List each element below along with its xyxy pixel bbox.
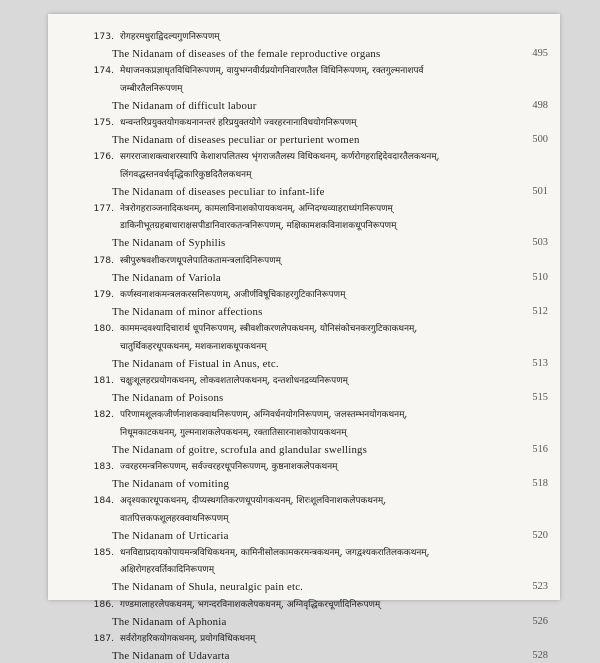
toc-entry-english-line [48, 649, 560, 663]
sanskrit-title: धनविद्याप्रदायकोपायमन्त्रविधिकथनम्, कामिनीसोलकामकरमन्त्रकथनम्, जगद्वश्यकरातिलककथनम्, [120, 548, 430, 558]
toc-entry-sanskrit-line [48, 30, 560, 44]
entry-number: 182. [93, 409, 114, 421]
sanskrit-title-continuation: जम्बीरतैलनिरूपणम् [120, 83, 183, 94]
toc-entry-sanskrit-continuation [48, 563, 560, 577]
entry-number: 187. [93, 633, 114, 644]
page-number: 513 [532, 357, 548, 369]
toc-entry-english-line [48, 185, 560, 199]
page-number: 498 [532, 99, 548, 111]
page-number: 516 [532, 443, 548, 455]
entry-number: 178. [93, 254, 114, 266]
entry-number: 179. [93, 289, 114, 300]
entry-number: 173. [93, 31, 114, 42]
page-number: 518 [532, 478, 548, 490]
english-title: The Nidanam of Udavarta [112, 650, 230, 663]
sanskrit-title: काममन्दवश्यादिचारार्थ धूपनिरूपणम्, स्त्रीवशीकरणलेपकथनम्, योनिसंकोचनकरगुटिकाकथनम्, [120, 324, 418, 335]
toc-entry-english-line [48, 443, 560, 457]
toc-entry-sanskrit-continuation [48, 426, 560, 440]
page-number: 500 [532, 134, 548, 146]
entry-number: 176. [93, 151, 114, 163]
toc-entry-english-line [48, 305, 560, 319]
english-title: The Nidanam of Variola [112, 271, 221, 284]
entry-number: 183. [93, 461, 114, 472]
sanskrit-title: ज्वरहरमन्त्रनिरूपणम्, सर्वज्वरहरधूपनिरूपणम्, कुष्ठनाशकलेपकथनम् [120, 462, 338, 472]
toc-entry-english-line [48, 391, 560, 405]
english-title: The Nidanam of goitre, scrofula and glandular swellings [112, 443, 368, 456]
sanskrit-title: सर्वरोगहरिकयोगकथनम्, प्रयोगविधिकथनम् [120, 634, 256, 644]
sanskrit-title-continuation: अक्षिरोगहरवर्तिकादिनिरूपणम् [120, 565, 215, 576]
toc-entry-sanskrit-line [48, 288, 560, 302]
page-number: 520 [532, 529, 548, 541]
toc-entry-english-line [48, 47, 560, 61]
english-title: The Nidanam of Urticaria [112, 529, 229, 542]
sanskrit-title-continuation: चातुर्थिकहरधूपकथनम्, मशकनाशकधूपकथनम् [120, 341, 267, 352]
sanskrit-title: सगरराजाशक्त्वाशरस्यापि केशाशपलितस्य भृंगराजतैलस्य विधिकथनम्, कर्णरोगहराद्दिदेवदारतैलकथनम्, [120, 152, 440, 163]
entry-number: 186. [93, 598, 114, 610]
english-title: The Nidanam of diseases peculiar to infant-life [112, 185, 325, 198]
page-number: 503 [532, 237, 548, 249]
sanskrit-title: नेत्ररोगहराञ्जनादिकथनम्, कामलाविनाशकोपायकथनम्, अग्निदग्धव्याहराध्यंगनिरूपणम् [120, 204, 393, 214]
toc-entry-english-line [48, 357, 560, 371]
page-number: 495 [532, 48, 548, 60]
sanskrit-title: रोगहरमधुराद्विदल्यगुणनिरूपणम् [120, 32, 220, 42]
toc-entry-sanskrit-continuation [48, 340, 560, 354]
sanskrit-title: चक्षुःशूलहरप्रयोगकथनम्, लोकवशतालेपकथनम्, दन्तशोधनद्रव्यनिरूपणम् [120, 376, 348, 386]
sanskrit-title: गण्डमालाहरलेपकथनम्, भगन्दरविनाशकलेपकथनम्, अग्निवृद्धिकरचूर्णादिनिरूपणम् [120, 599, 381, 610]
toc-entry-sanskrit-continuation [48, 512, 560, 526]
sanskrit-title: स्त्रीपुरुषवशीकरणधूपलेपातिकतामन्त्रलादिनिरूपणम् [120, 255, 281, 266]
english-title: The Nidanam of diseases peculiar or perturient women [112, 134, 360, 147]
page-number: 501 [532, 185, 548, 197]
page-number: 526 [532, 615, 548, 627]
entry-number: 181. [93, 375, 114, 386]
english-title: The Nidanam of Aphonia [112, 615, 227, 628]
toc-entry-sanskrit-line [48, 64, 560, 78]
page-number: 512 [532, 306, 548, 318]
toc-entry-sanskrit-line [48, 374, 560, 388]
sanskrit-title: अदृश्यकारधूपकथनम्, दीप्यस्थगतिकरणधूपयोगकथनम्, शिरःशूलविनाशकलेपकथनम्, [120, 496, 387, 507]
entry-number: 185. [93, 547, 114, 558]
english-title: The Nidanam of Poisons [112, 392, 224, 405]
sanskrit-title-continuation: वातपित्तकफशूलहरक्वाथनिरूपणम् [120, 513, 229, 524]
sanskrit-title-continuation: डाकिनीभूतग्रहबाधाराक्षसपीडानिवारकतन्त्रनिरूपणम्, मक्षिकामशकविनाशकधूपनिरूपणम् [120, 221, 397, 232]
toc-entry-sanskrit-line [48, 202, 560, 216]
toc-entry-sanskrit-line [48, 494, 560, 508]
sanskrit-title: परिणामशूलकजीर्णनाशकक्वाथनिरूपणम्, अग्निवर्धनयोगनिरूपणम्, जलस्तम्भनयोगकथनम्, [120, 410, 408, 421]
entry-number: 175. [93, 117, 114, 128]
toc-entry-sanskrit-line [48, 150, 560, 164]
toc-entry-english-line [48, 271, 560, 285]
entry-number: 180. [93, 323, 114, 335]
toc-entry-sanskrit-line [48, 116, 560, 130]
sanskrit-title-continuation: निधूमकाटकथनम्, गुल्मनाशकलेपकथनम्, रक्तातिसारनाशकोपायकथनम् [120, 427, 347, 438]
page-number: 515 [532, 392, 548, 404]
toc-entry-sanskrit-line [48, 546, 560, 560]
english-title: The Nidanam of Syphilis [112, 237, 226, 250]
toc-entry-english-line [48, 529, 560, 543]
toc-entry-sanskrit-line [48, 632, 560, 646]
toc-entry-sanskrit-continuation [48, 82, 560, 96]
english-title: The Nidanam of vomiting [112, 478, 230, 491]
toc-entry-english-line [48, 580, 560, 594]
toc-entry-sanskrit-line [48, 322, 560, 336]
page-number: 528 [532, 650, 548, 662]
english-title: The Nidanam of minor affections [112, 306, 263, 319]
toc-entry-english-line [48, 236, 560, 250]
page-number: 523 [532, 581, 548, 593]
entry-number: 184. [93, 495, 114, 507]
sanskrit-title-continuation: लिंगवद्धस्तनवर्धवृद्धिकारिकुष्ठदितैलकथनम् [120, 169, 252, 180]
toc-entry-english-line [48, 133, 560, 147]
sanskrit-title: मेधाजनकप्रज्ञाधृतविधिनिरूपणम्, वायुभग्नवीर्यप्रयोगनिवारणतैल विधिनिरूपणम्, रक्तगुल्मनाशपर्व [120, 66, 424, 77]
toc-entry-english-line [48, 615, 560, 629]
page-number: 510 [532, 271, 548, 283]
english-title: The Nidanam of Shula, neuralgic pain etc. [112, 581, 304, 594]
sanskrit-title: धन्वन्तरिप्रयुक्तयोगकथनानन्तरं हरिप्रयुक्तयोगे ज्वरहरनानाविधयोगनिरूपणम् [120, 118, 357, 128]
toc-entry-sanskrit-line [48, 254, 560, 268]
document-page [48, 14, 560, 663]
english-title: The Nidanam of difficult labour [112, 99, 257, 112]
entry-number: 177. [93, 203, 114, 214]
toc-entry-sanskrit-continuation [48, 219, 560, 233]
english-title: The Nidanam of Fistual in Anus, etc. [112, 357, 279, 370]
toc-entry-sanskrit-line [48, 460, 560, 474]
entry-number: 174. [93, 65, 114, 77]
toc-entry-sanskrit-continuation [48, 168, 560, 182]
toc-entry-english-line [48, 477, 560, 491]
toc-entry-sanskrit-line [48, 408, 560, 422]
sanskrit-title: कर्णस्वनाशकमन्त्रलकरसनिरूपणम्, अजीर्णविषूचिकाहरगुटिकानिरूपणम् [120, 290, 346, 300]
toc-entry-english-line [48, 99, 560, 113]
english-title: The Nidanam of diseases of the female reproductive organs [112, 48, 381, 61]
